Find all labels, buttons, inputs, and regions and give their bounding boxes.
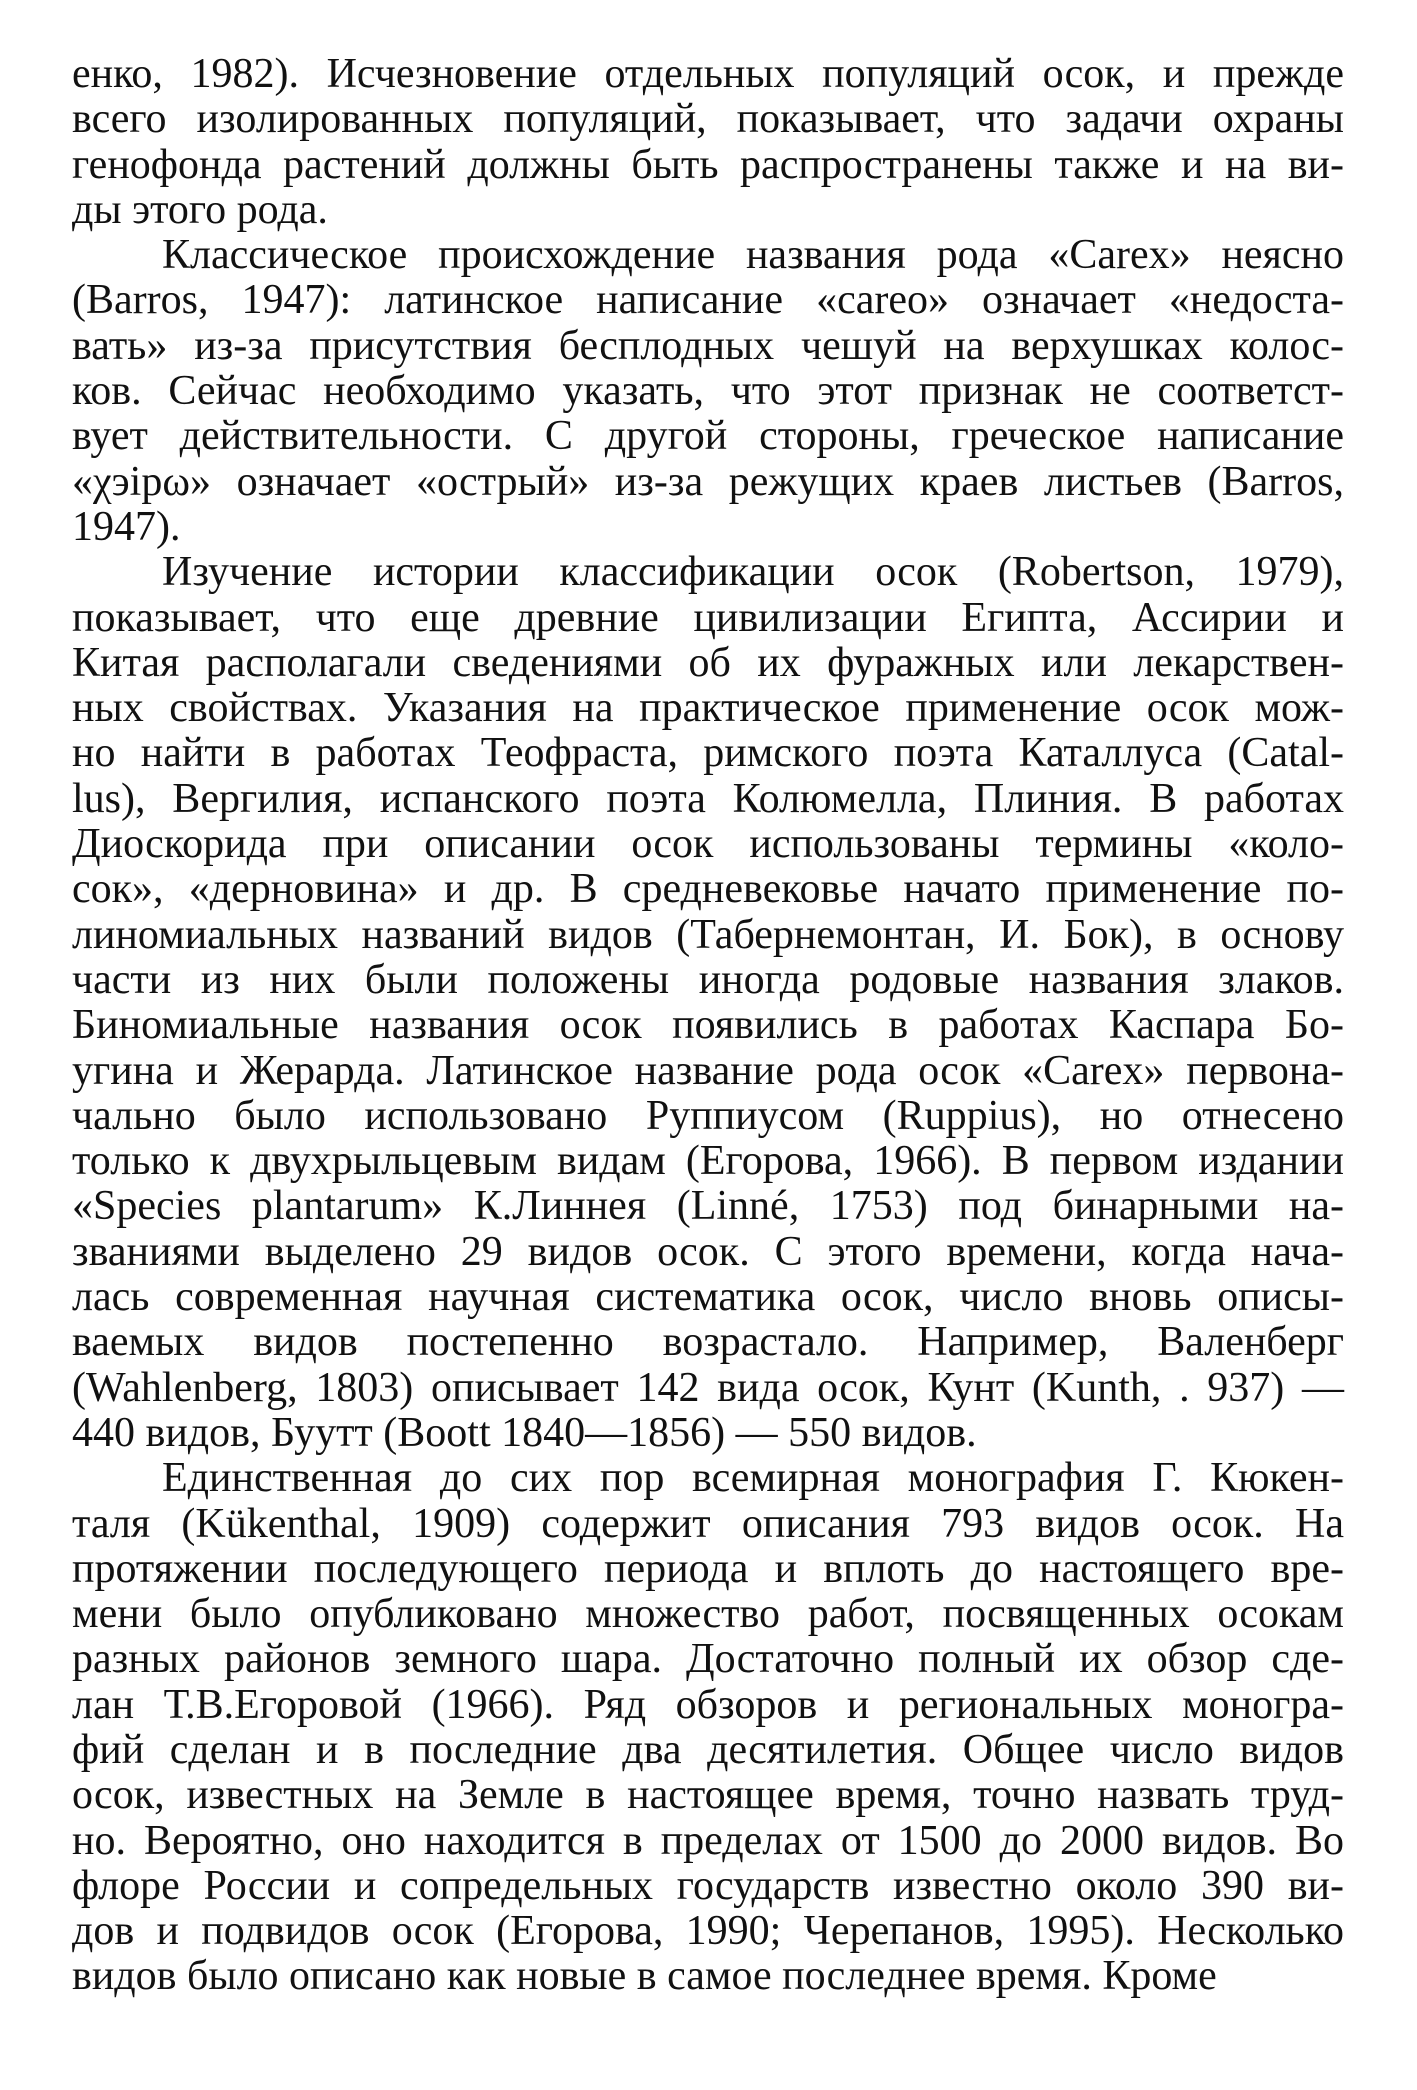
text-line: но найти в работах Теофраста, римского поэта Каталлуса (Catal-	[72, 730, 1344, 777]
text-line: лан Т.В.Егоровой (1966). Ряд обзоров и региональных моногра-	[72, 1681, 1344, 1728]
text-line: показывает, что еще древние цивилизации Египта, Ассирии и	[72, 594, 1344, 641]
paragraph	[72, 52, 1344, 233]
text-line: генофонда растений должны быть распространены также и на ви-	[72, 141, 1344, 188]
text-line: енко, 1982). Исчезновение отдельных популяций осок, и прежде	[72, 51, 1344, 97]
text-line: (Wahlenberg, 1803) описывает 142 вида осок, Кунт (Kunth, . 937) —	[72, 1364, 1344, 1411]
text-line: ков. Сейчас необходимо указать, что этот признак не соответст-	[72, 368, 1344, 415]
text-line: (Barros, 1947): латинское написание «careo» означает «недоста-	[72, 277, 1344, 324]
text-line: видов было описано как новые в самое последнее время. Кроме	[72, 1953, 1217, 2000]
text-line: lus), Вергилия, испанского поэта Колюмелла, Плиния. В работах	[72, 775, 1344, 822]
text-line: 1947).	[72, 503, 181, 550]
paragraph	[72, 1456, 1344, 2000]
text-line: вать» из-за присутствия бесплодных чешуй на верхушках колос-	[72, 322, 1344, 369]
paragraph	[72, 233, 1344, 550]
text-line: лась современная научная систематика осок, число вновь описы-	[72, 1274, 1344, 1321]
text-line: таля (Kükenthal, 1909) содержит описания 793 видов осок. На	[72, 1500, 1344, 1547]
text-line: линомиальных названий видов (Табернемонтан, И. Бок), в основу	[72, 911, 1344, 958]
text-line: осок, известных на Земле в настоящее время, точно назвать труд-	[72, 1772, 1344, 1819]
text-line: фий сделан и в последние два десятилетия. Общее число видов	[72, 1726, 1344, 1773]
document-page	[72, 52, 1344, 2000]
text-line: дов и подвидов осок (Егорова, 1990; Черепанов, 1995). Несколько	[72, 1908, 1344, 1955]
text-line: Диоскорида при описании осок использованы термины «коло-	[72, 821, 1344, 868]
text-line: только к двухрыльцевым видам (Егорова, 1966). В первом издании	[72, 1138, 1344, 1185]
text-line: всего изолированных популяций, показывает, что задачи охраны	[72, 96, 1344, 143]
text-line: Биномиальные названия осок появились в работах Каспара Бо-	[72, 1002, 1344, 1049]
text-line: званиями выделено 29 видов осок. С этого времени, когда нача-	[72, 1228, 1344, 1275]
text-line: «Species plantarum» К.Линнея (Linné, 1753) под бинарными на-	[72, 1183, 1344, 1230]
text-line: части из них были положены иногда родовые названия злаков.	[72, 956, 1344, 1003]
text-line: Китая располагали сведениями об их фуражных или лекарствен-	[72, 639, 1344, 686]
text-line: сок», «дерновина» и др. В средневековье начато применение по-	[72, 866, 1344, 913]
text-line: «χэiрω» означает «острый» из-за режущих краев листьев (Barros,	[72, 458, 1344, 505]
text-line: 440 видов, Буутт (Boott 1840—1856) — 550 видов.	[72, 1409, 977, 1456]
text-line: ваемых видов постепенно возрастало. Например, Валенберг	[72, 1319, 1344, 1366]
text-line: угина и Жерарда. Латинское название рода осок «Carex» первона-	[72, 1047, 1344, 1094]
text-line: чально было использовано Руппиусом (Ruppius), но отнесено	[72, 1092, 1344, 1139]
text-line: Изучение истории классификации осок (Robertson, 1979),	[162, 549, 1344, 596]
text-line: Классическое происхождение названия рода «Carex» неясно	[162, 232, 1344, 279]
text-line: мени было опубликовано множество работ, посвященных осокам	[72, 1591, 1344, 1638]
text-line: вует действительности. С другой стороны, греческое написание	[72, 413, 1344, 460]
text-line: флоре России и сопредельных государств известно около 390 ви-	[72, 1862, 1344, 1909]
text-line: протяжении последующего периода и вплоть до настоящего вре-	[72, 1545, 1344, 1592]
text-line: ды этого рода.	[72, 186, 328, 233]
text-line: ных свойствах. Указания на практическое применение осок мож-	[72, 685, 1344, 732]
paragraph	[72, 550, 1344, 1456]
text-line: но. Вероятно, оно находится в пределах от 1500 до 2000 видов. Во	[72, 1817, 1344, 1864]
text-line: Единственная до сих пор всемирная монография Г. Кюкен-	[162, 1455, 1344, 1502]
text-body	[72, 52, 1344, 2000]
text-line: разных районов земного шара. Достаточно полный их обзор сде-	[72, 1636, 1344, 1683]
